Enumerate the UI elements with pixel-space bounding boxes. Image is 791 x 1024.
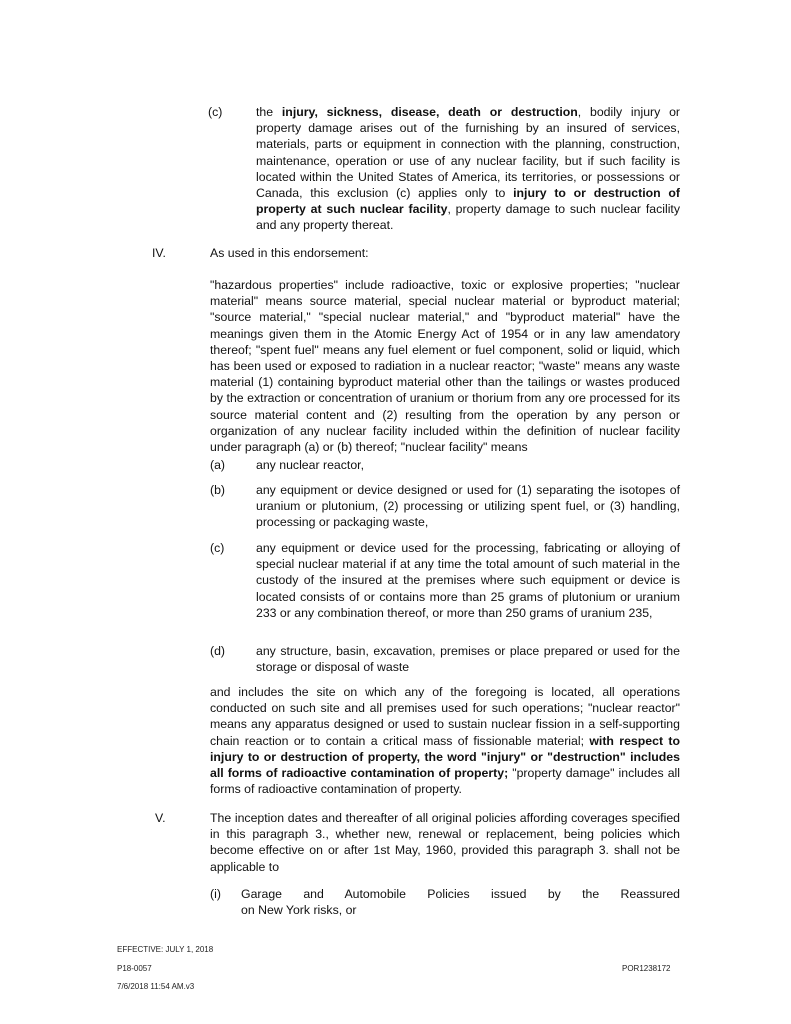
closing-bold-text: with respect to injury to or destruction of property, the word "injury" or "destruction" includes all forms of radioactive contamination of property; — [210, 733, 680, 781]
section-v-item-line1: Garage and Automobile Policies issued by the Reassured — [241, 887, 680, 901]
clause-c-bold-1: injury, sickness, disease, death or destruction — [281, 105, 578, 119]
clause-c-label: (c) — [208, 105, 223, 119]
section-iv-heading: As used in this endorsement: — [210, 246, 369, 260]
list-item-d-label: (d) — [210, 644, 226, 658]
footer-doc-id: POR1238172 — [622, 964, 671, 973]
section-v-item-label: (i) — [210, 887, 221, 901]
closing-paragraph: and includes the site on which any of the foregoing is located, all operations conducted on such site and all premises used for such operations; "nuclear reactor" means any apparatus designed or used to sustain nuclear fission in a self-supporting chain reaction or to contain a critical mass of fissionable material; with respect to injury to or destruction of property, the word "injury" or "destruction" includes all forms of radioactive contamination of property; "property damage" includes all forms of radioactive contamination of property. — [210, 685, 680, 797]
list-item-a-label: (a) — [210, 458, 226, 472]
footer-form-number: P18-0057 — [117, 964, 152, 973]
clause-c-bold-2: injury to or destruction of property at such nuclear facility — [256, 186, 680, 217]
clause-c-text: the injury, sickness, disease, death or destruction, bodily injury or property damage arises out of the furnishing by an insured of services, materials, parts or equipment in connection with the planning, construction, maintenance, operation or use of any nuclear facility, but if such facility is located within the United States of America, its territories, or possessions or Canada, this exclusion (c) applies only to injury to or destruction of property at such nuclear facility, property damage to such nuclear facility and any property thereat. — [256, 105, 681, 233]
section-v-numeral: V. — [155, 811, 166, 825]
footer-effective-date: EFFECTIVE: JULY 1, 2018 — [117, 945, 214, 954]
section-v-item-line2: on New York risks, or — [241, 903, 357, 917]
section-v-text: The inception dates and thereafter of all original policies affording coverages specified in this paragraph 3., whether new, renewal or replacement, being policies which become effective on or after 1st May, 1960, provided this paragraph 3. shall not be applicable to — [210, 811, 680, 874]
definitions-paragraph: "hazardous properties" include radioactive, toxic or explosive properties; "nuclear material" means source material, special nuclear material or byproduct material; "source material," "special nuclear material," and "byproduct material" have the meanings given them in the Atomic Energy Act of 1954 or in any law amendatory thereof; "spent fuel" means any fuel element or fuel component, solid or liquid, which has been used or exposed to radiation in a nuclear reactor; "waste" means any waste material (1) containing byproduct material other than the tailings or wastes produced by the extraction or concentration of uranium or thorium from any ore processed for its source material content and (2) resulting from the operation by any person or organization of any nuclear facility included within the definition of nuclear facility under paragraph (a) or (b) thereof; "nuclear facility" means — [210, 278, 680, 455]
list-item-d-text: any structure, basin, excavation, premises or place prepared or used for the storage or disposal of waste — [256, 644, 680, 675]
list-item-a-text: any nuclear reactor, — [256, 458, 364, 472]
list-item-b-label: (b) — [210, 483, 226, 497]
list-item-c-text: any equipment or device used for the processing, fabricating or alloying of special nuclear material if at any time the total amount of such material in the custody of the insured at the premises where such equipment or device is located consists of or contains more than 25 grams of plutonium or uranium 233 or any combination thereof, or more than 250 grams of uranium 235, — [256, 541, 680, 620]
list-item-b-text: any equipment or device designed or used for (1) separating the isotopes of uranium or plutonium, (2) processing or utilizing spent fuel, or (3) handling, processing or packaging waste, — [256, 483, 680, 530]
footer-timestamp: 7/6/2018 11:54 AM.v3 — [117, 982, 195, 991]
list-item-c-label: (c) — [210, 541, 225, 555]
section-iv-numeral: IV. — [152, 246, 166, 260]
